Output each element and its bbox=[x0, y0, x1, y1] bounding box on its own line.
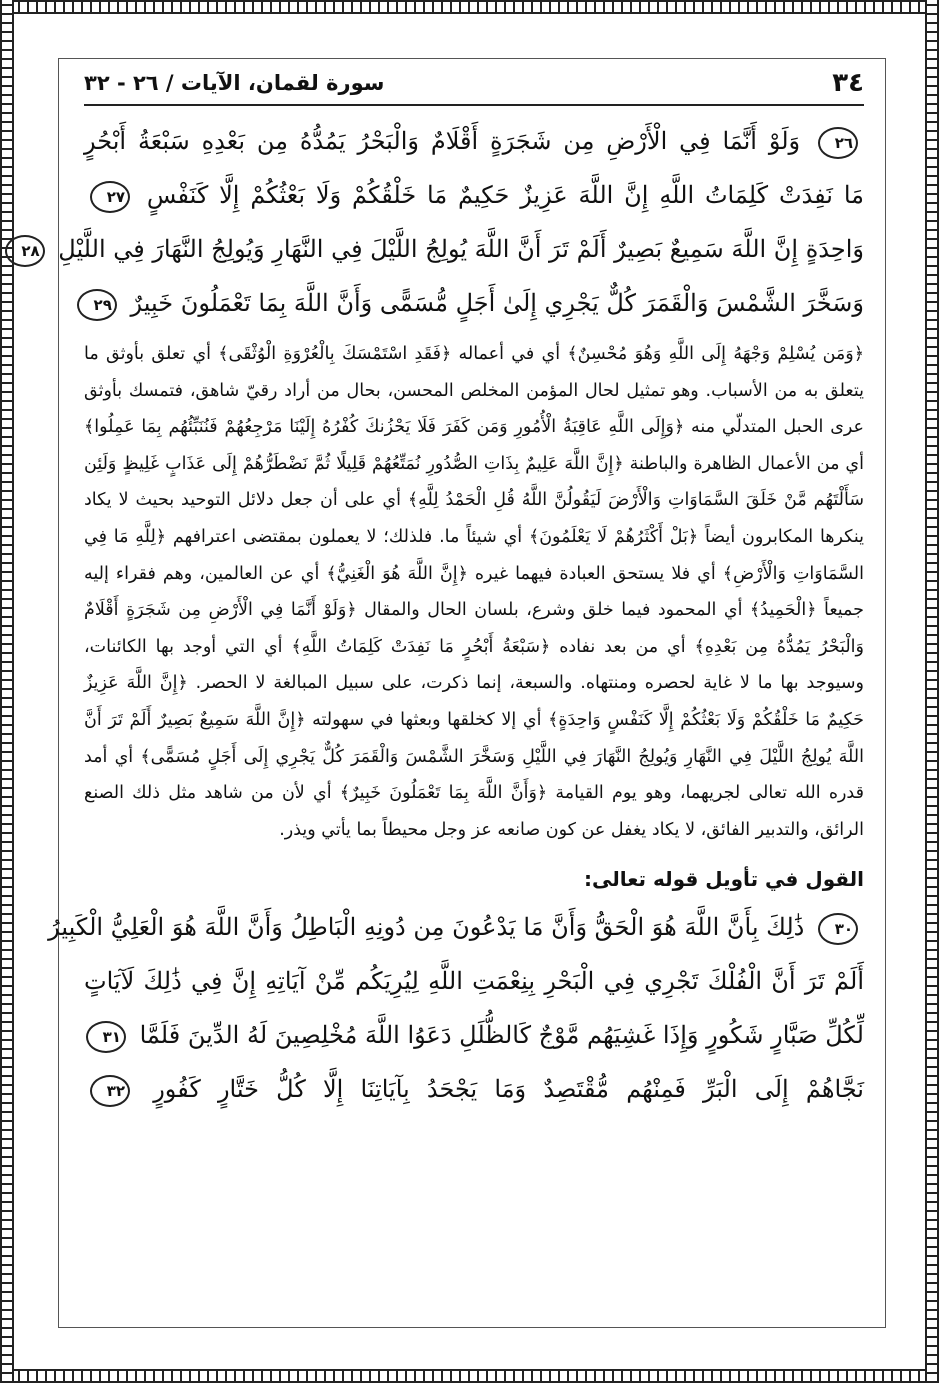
verse-line bbox=[84, 1062, 864, 1116]
quran-verses-bottom bbox=[48, 900, 864, 1116]
verse-number-badge: ٣٢ bbox=[90, 1075, 130, 1107]
verse-number-badge: ٣٠ bbox=[818, 913, 858, 945]
verse-text: نَجَّاهُمْ إِلَى الْبَرِّ فَمِنْهُم مُّقْتَصِدٌ وَمَا يَجْحَدُ بِآيَاتِنَا إِلَّا كُلُّ خَتَّارٍ كَفُورٍ bbox=[153, 1075, 864, 1104]
verse-text: وَسَخَّرَ الشَّمْسَ وَالْقَمَرَ كُلٌّ يَجْرِي إِلَىٰ أَجَلٍ مُّسَمًّى وَأَنَّ اللَّهَ بِمَا تَعْمَلُونَ خَبِيرٌ bbox=[130, 289, 864, 317]
ornament-border-top bbox=[0, 0, 939, 14]
verse-number-badge: ٢٨ bbox=[5, 235, 45, 267]
verse-text: وَاحِدَةٍ إِنَّ اللَّهَ سَمِيعٌ بَصِيرٌ أَلَمْ تَرَ أَنَّ اللَّهَ يُولِجُ اللَّيْلَ فِي النَّهَارِ وَيُولِجُ النَّهَارَ فِي اللَّيْلِ bbox=[58, 235, 864, 263]
ornament-border-right bbox=[925, 0, 939, 1383]
verse-line bbox=[84, 168, 864, 222]
verse-line bbox=[84, 1008, 864, 1062]
tafsir-commentary bbox=[84, 336, 864, 848]
verse-text: مَا نَفِدَتْ كَلِمَاتُ اللَّهِ إِنَّ اللَّهَ عَزِيزٌ حَكِيمٌ مَا خَلْقُكُمْ وَلَا بَعْثُكُمْ إِلَّا كَنَفْسٍ bbox=[146, 181, 864, 209]
verse-text: وَلَوْ أَنَّمَا فِي الْأَرْضِ مِن شَجَرَةٍ أَقْلَامٌ وَالْبَحْرُ يَمُدُّهُ مِن بَعْدِهِ سَبْعَةُ أَبْحُرٍ bbox=[84, 127, 801, 155]
commentary-paragraph: ﴿وَمَن يُسْلِمْ وَجْهَهُ إِلَى اللَّهِ وَهُوَ مُحْسِنٌ﴾ أي في أعماله ﴿فَقَدِ اسْتَمْسَكَ بِالْعُرْوَةِ الْوُثْقَى﴾ أي تعلق بأوثق ما يتعلق به من الأسباب. وهو تمثيل لحال المؤمن المخلص المحسن، بحال من أراد رقيّ شاهق، فتمسك بأوثق عرى الحبل المتدلّي منه ﴿وَإِلَى اللَّهِ عَاقِبَةُ الْأُمُورِ وَمَن كَفَرَ فَلَا يَحْزُنكَ كُفْرُهُ إِلَيْنَا مَرْجِعُهُمْ فَنُنَبِّئُهُم بِمَا عَمِلُوا﴾ أي من الأعمال الظاهرة والباطنة ﴿إِنَّ اللَّهَ عَلِيمٌ بِذَاتِ الصُّدُورِ نُمَتِّعُهُمْ قَلِيلًا ثُمَّ نَضْطَرُّهُمْ إِلَى عَذَابٍ غَلِيظٍ وَلَئِن سَأَلْتَهُم مَّنْ خَلَقَ السَّمَاوَاتِ وَالْأَرْضَ لَيَقُولُنَّ اللَّهُ قُلِ الْحَمْدُ لِلَّهِ﴾ أي على أن جعل دلائل التوحيد بحيث لا يكاد ينكرها المكابرون أيضاً ﴿بَلْ أَكْثَرُهُمْ لَا يَعْلَمُونَ﴾ أي شيئاً ما. فلذلك؛ لا يعملون بمقتضى اعترافهم ﴿لِلَّهِ مَا فِي السَّمَاوَاتِ وَالْأَرْضِ﴾ أي فلا يستحق العبادة فيهما غيره ﴿إِنَّ اللَّهَ هُوَ الْغَنِيُّ﴾ أي عن العالمين، وهم فقراء إليه جميعاً ﴿الْحَمِيدُ﴾ أي المحمود فيما خلق وشرع، بلسان الحال والمقال ﴿وَلَوْ أَنَّمَا فِي الْأَرْضِ مِن شَجَرَةٍ أَقْلَامٌ وَالْبَحْرُ يَمُدُّهُ مِن بَعْدِهِ﴾ أي من بعد نفاده ﴿سَبْعَةُ أَبْحُرٍ مَا نَفِدَتْ كَلِمَاتُ اللَّهِ﴾ أي التي أوجد بها الكائنات، وسيوجد بها ما لا غاية لحصره ومنتهاه. والسبعة، إنما ذكرت، على سبيل المبالغة لا الحصر. ﴿إِنَّ اللَّهَ عَزِيزٌ حَكِيمٌ مَا خَلْقُكُمْ وَلَا بَعْثُكُمْ إِلَّا كَنَفْسٍ وَاحِدَةٍ﴾ أي إلا كخلقها وبعثها في سهولته ﴿إِنَّ اللَّهَ سَمِيعٌ بَصِيرٌ أَلَمْ تَرَ أَنَّ اللَّهَ يُولِجُ اللَّيْلَ فِي النَّهَارِ وَيُولِجُ النَّهَارَ فِي اللَّيْلِ وَسَخَّرَ الشَّمْسَ وَالْقَمَرَ كُلٌّ يَجْرِي إِلَى أَجَلٍ مُسَمًّى﴾ أي أمد قدره الله تعالى لجريهما، وهو يوم القيامة ﴿وَأَنَّ اللَّهَ بِمَا تَعْمَلُونَ خَبِيرٌ﴾ أي لأن من شاهد مثل ذلك الصنع الرائق، والتدبير الفائق، لا يكاد يغفل عن كون صانعه عز وجل محيطاً بما يأتي ويذر. bbox=[84, 344, 864, 840]
section-title: القول في تأويل قوله تعالى: bbox=[584, 867, 864, 892]
ornament-border-bottom bbox=[0, 1369, 939, 1383]
page-body bbox=[21, 62, 864, 1116]
verse-number-badge: ٢٧ bbox=[90, 181, 130, 213]
verse-line bbox=[21, 222, 864, 276]
verse-number-badge: ٣١ bbox=[86, 1021, 126, 1053]
verse-line bbox=[48, 900, 864, 954]
verse-line bbox=[84, 954, 864, 1008]
quran-verses-top bbox=[21, 114, 864, 330]
verse-text: ذَٰلِكَ بِأَنَّ اللَّهَ هُوَ الْحَقُّ وَأَنَّ مَا يَدْعُونَ مِن دُونِهِ الْبَاطِلُ وَأَنَّ اللَّهَ هُوَ الْعَلِيُّ الْكَبِيرُ bbox=[48, 913, 805, 942]
verse-number-badge: ٢٩ bbox=[77, 289, 117, 321]
verse-text: لِّكُلِّ صَبَّارٍ شَكُورٍ وَإِذَا غَشِيَهُم مَّوْجٌ كَالظُّلَلِ دَعَوُا اللَّهَ مُخْلِصِينَ لَهُ الدِّينَ فَلَمَّا bbox=[139, 1021, 864, 1050]
ornament-border-left bbox=[0, 0, 14, 1383]
verse-text: أَلَمْ تَرَ أَنَّ الْفُلْكَ تَجْرِي فِي الْبَحْرِ بِنِعْمَتِ اللَّهِ لِيُرِيَكُم مِّنْ آيَاتِهِ إِنَّ فِي ذَٰلِكَ لَآيَاتٍ bbox=[84, 967, 864, 996]
page-number: ٣٤ bbox=[832, 68, 864, 98]
verse-number-badge: ٢٦ bbox=[818, 127, 858, 159]
verse-line bbox=[84, 114, 864, 168]
running-title: سورة لقمان، الآيات / ٢٦ - ٣٢ bbox=[84, 71, 385, 95]
verse-line bbox=[84, 276, 864, 330]
page-header bbox=[84, 62, 864, 106]
